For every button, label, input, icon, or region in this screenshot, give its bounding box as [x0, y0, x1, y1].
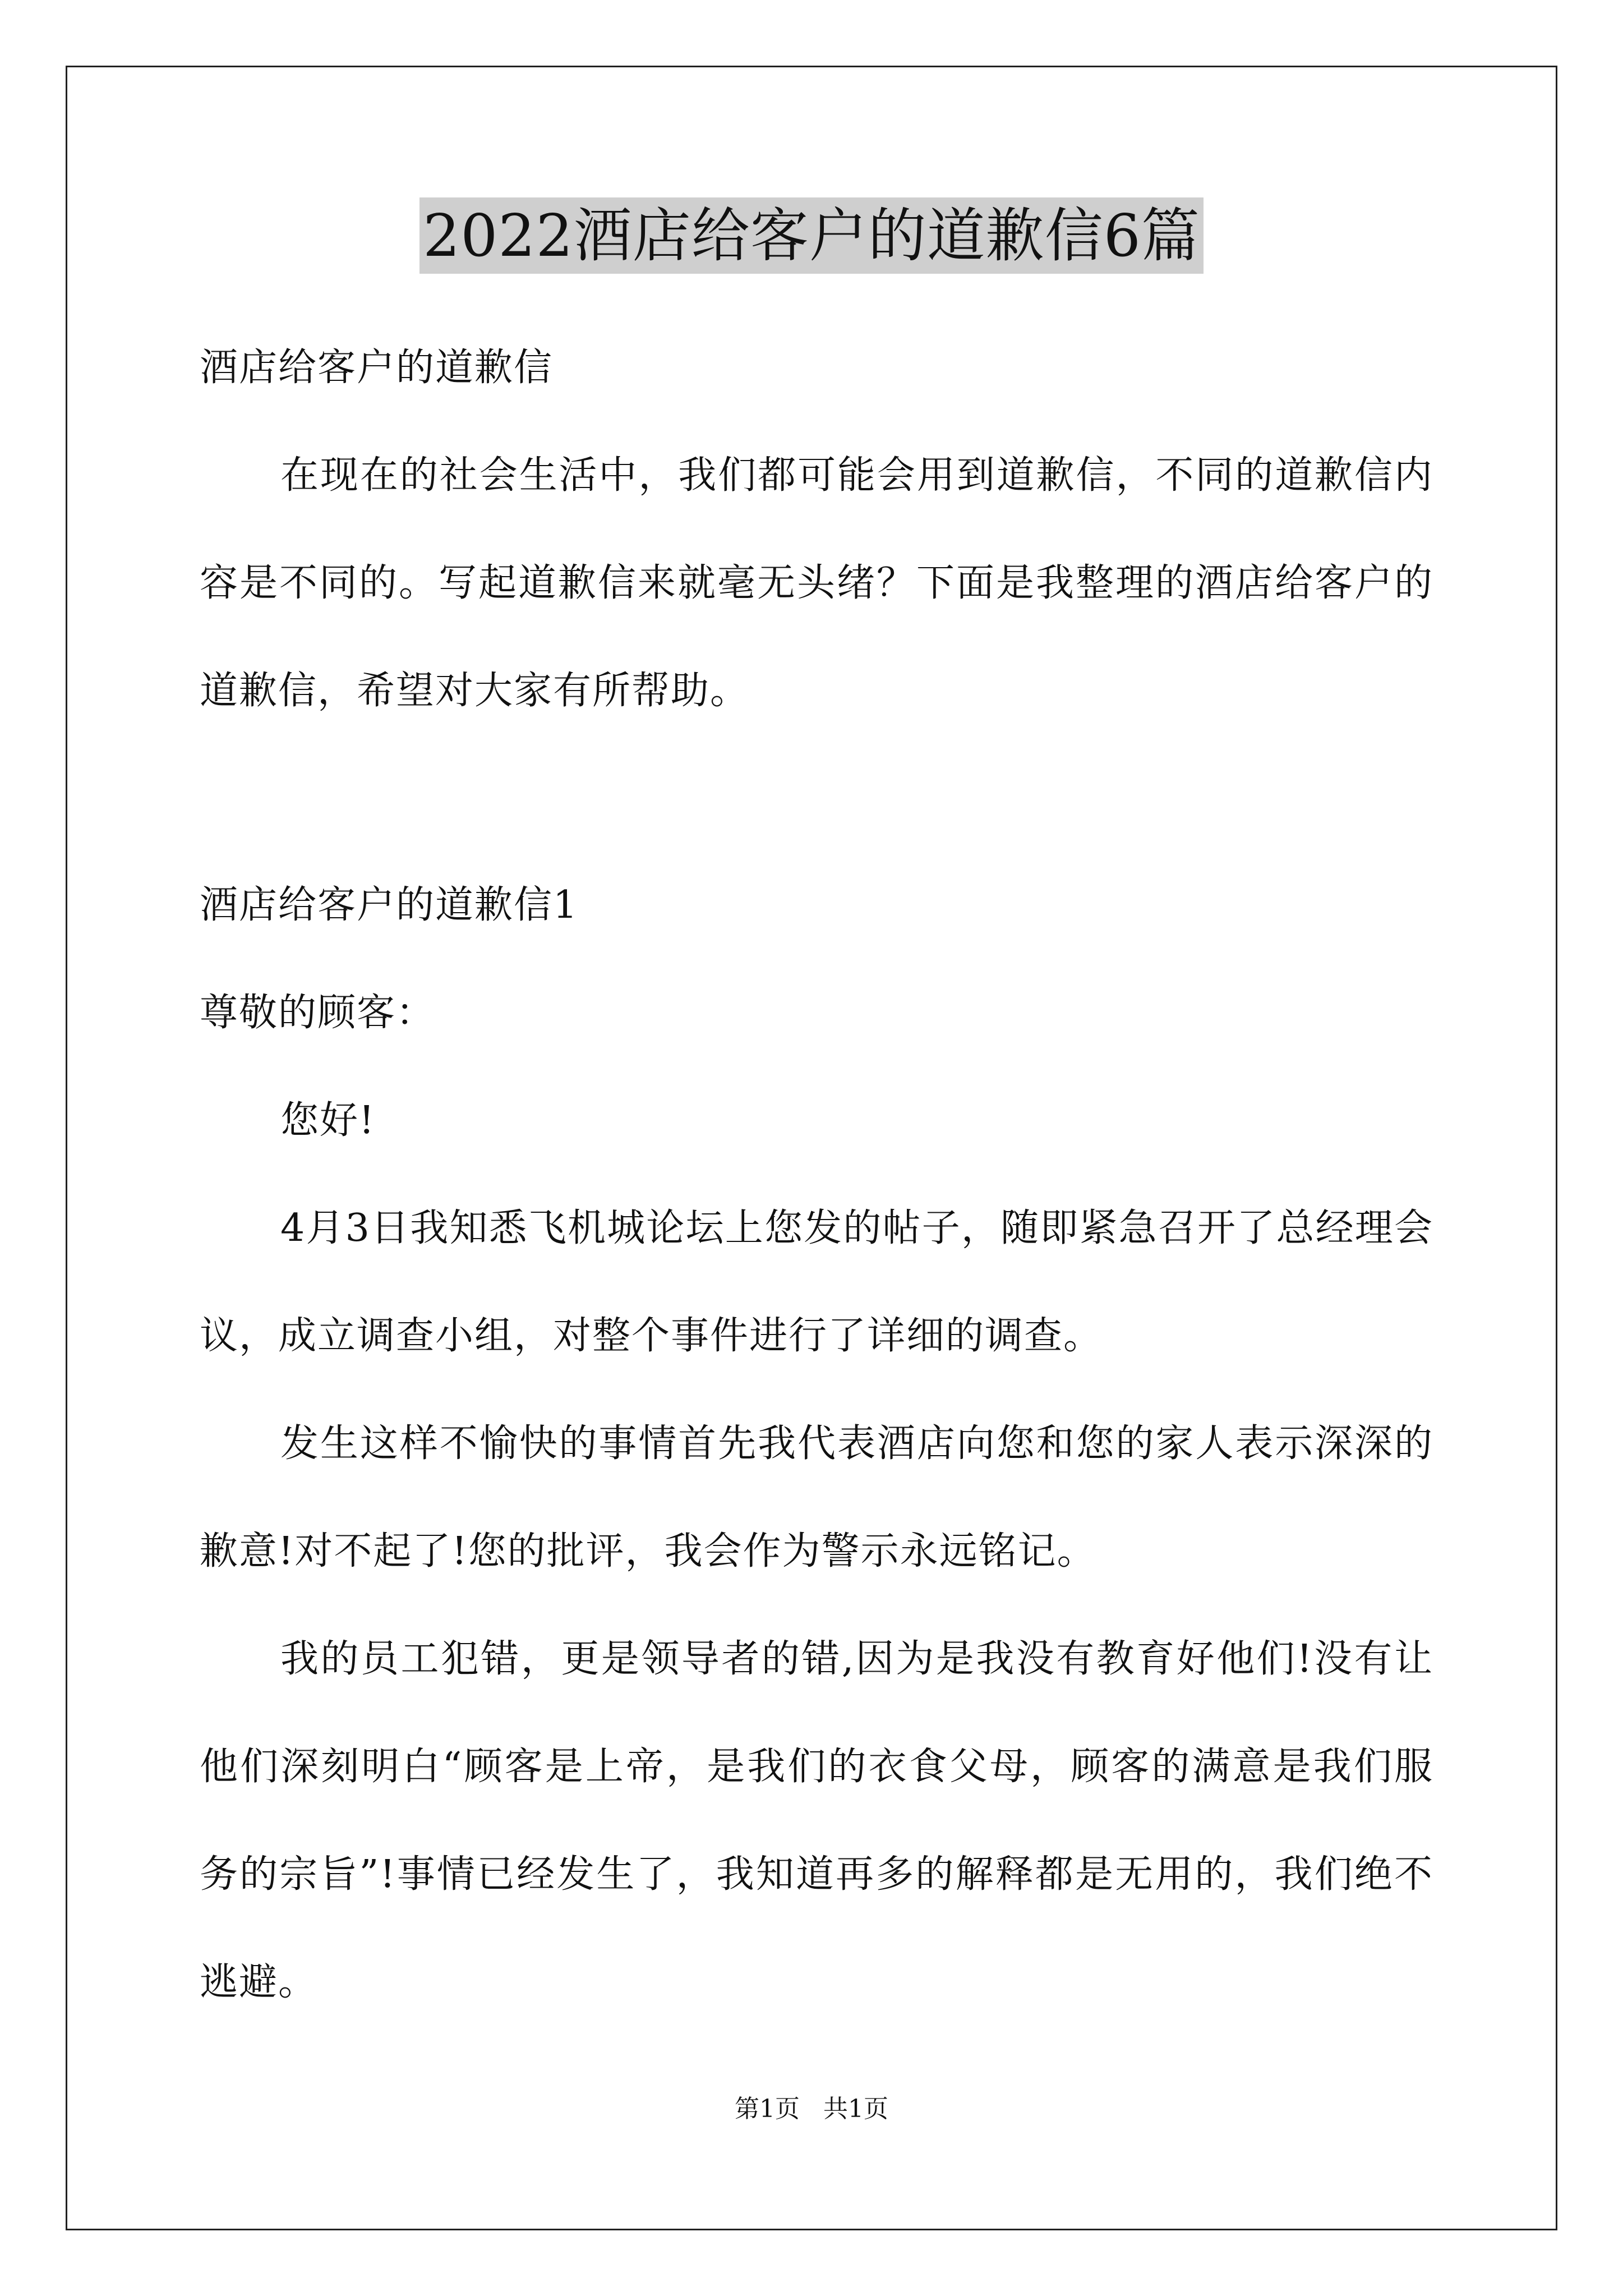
intro-paragraph: 在现在的社会生活中，我们都可能会用到道歉信，不同的道歉信内容是不同的。写起道歉信来就毫无头绪？下面是我整理的酒店给客户的道歉信，希望对大家有所帮助。 [200, 453, 1433, 713]
section-heading: 酒店给客户的道歉信1 [200, 883, 579, 927]
document-body [200, 314, 1433, 2036]
section-gap [200, 745, 1433, 852]
document-title: 2022酒店给客户的道歉信6篇 [419, 197, 1204, 274]
intro-heading: 酒店给客户的道歉信 [200, 346, 554, 390]
salutation: 尊敬的顾客： [200, 991, 436, 1035]
body-paragraph: 我的员工犯错，更是领导者的错,因为是我没有教育好他们!没有让他们深刻明白“顾客是上帝，是我们的衣食父母，顾客的满意是我们服务的宗旨”!事情已经发生了，我知道再多的解释都是无用的，我们绝不逃避。 [200, 1637, 1433, 2004]
page-number: 第1页 [735, 2095, 800, 2123]
greeting: 您好! [280, 1098, 376, 1143]
title-container [0, 197, 1623, 274]
page-total: 共1页 [823, 2095, 888, 2123]
body-paragraph: 发生这样不愉快的事情首先我代表酒店向您和您的家人表示深深的歉意!对不起了!您的批评，我会作为警示永远铭记。 [200, 1421, 1433, 1573]
body-paragraph: 4月3日我知悉飞机城论坛上您发的帖子，随即紧急召开了总经理会议，成立调查小组，对整个事件进行了详细的调查。 [200, 1206, 1433, 1358]
page-footer [0, 2092, 1623, 2126]
